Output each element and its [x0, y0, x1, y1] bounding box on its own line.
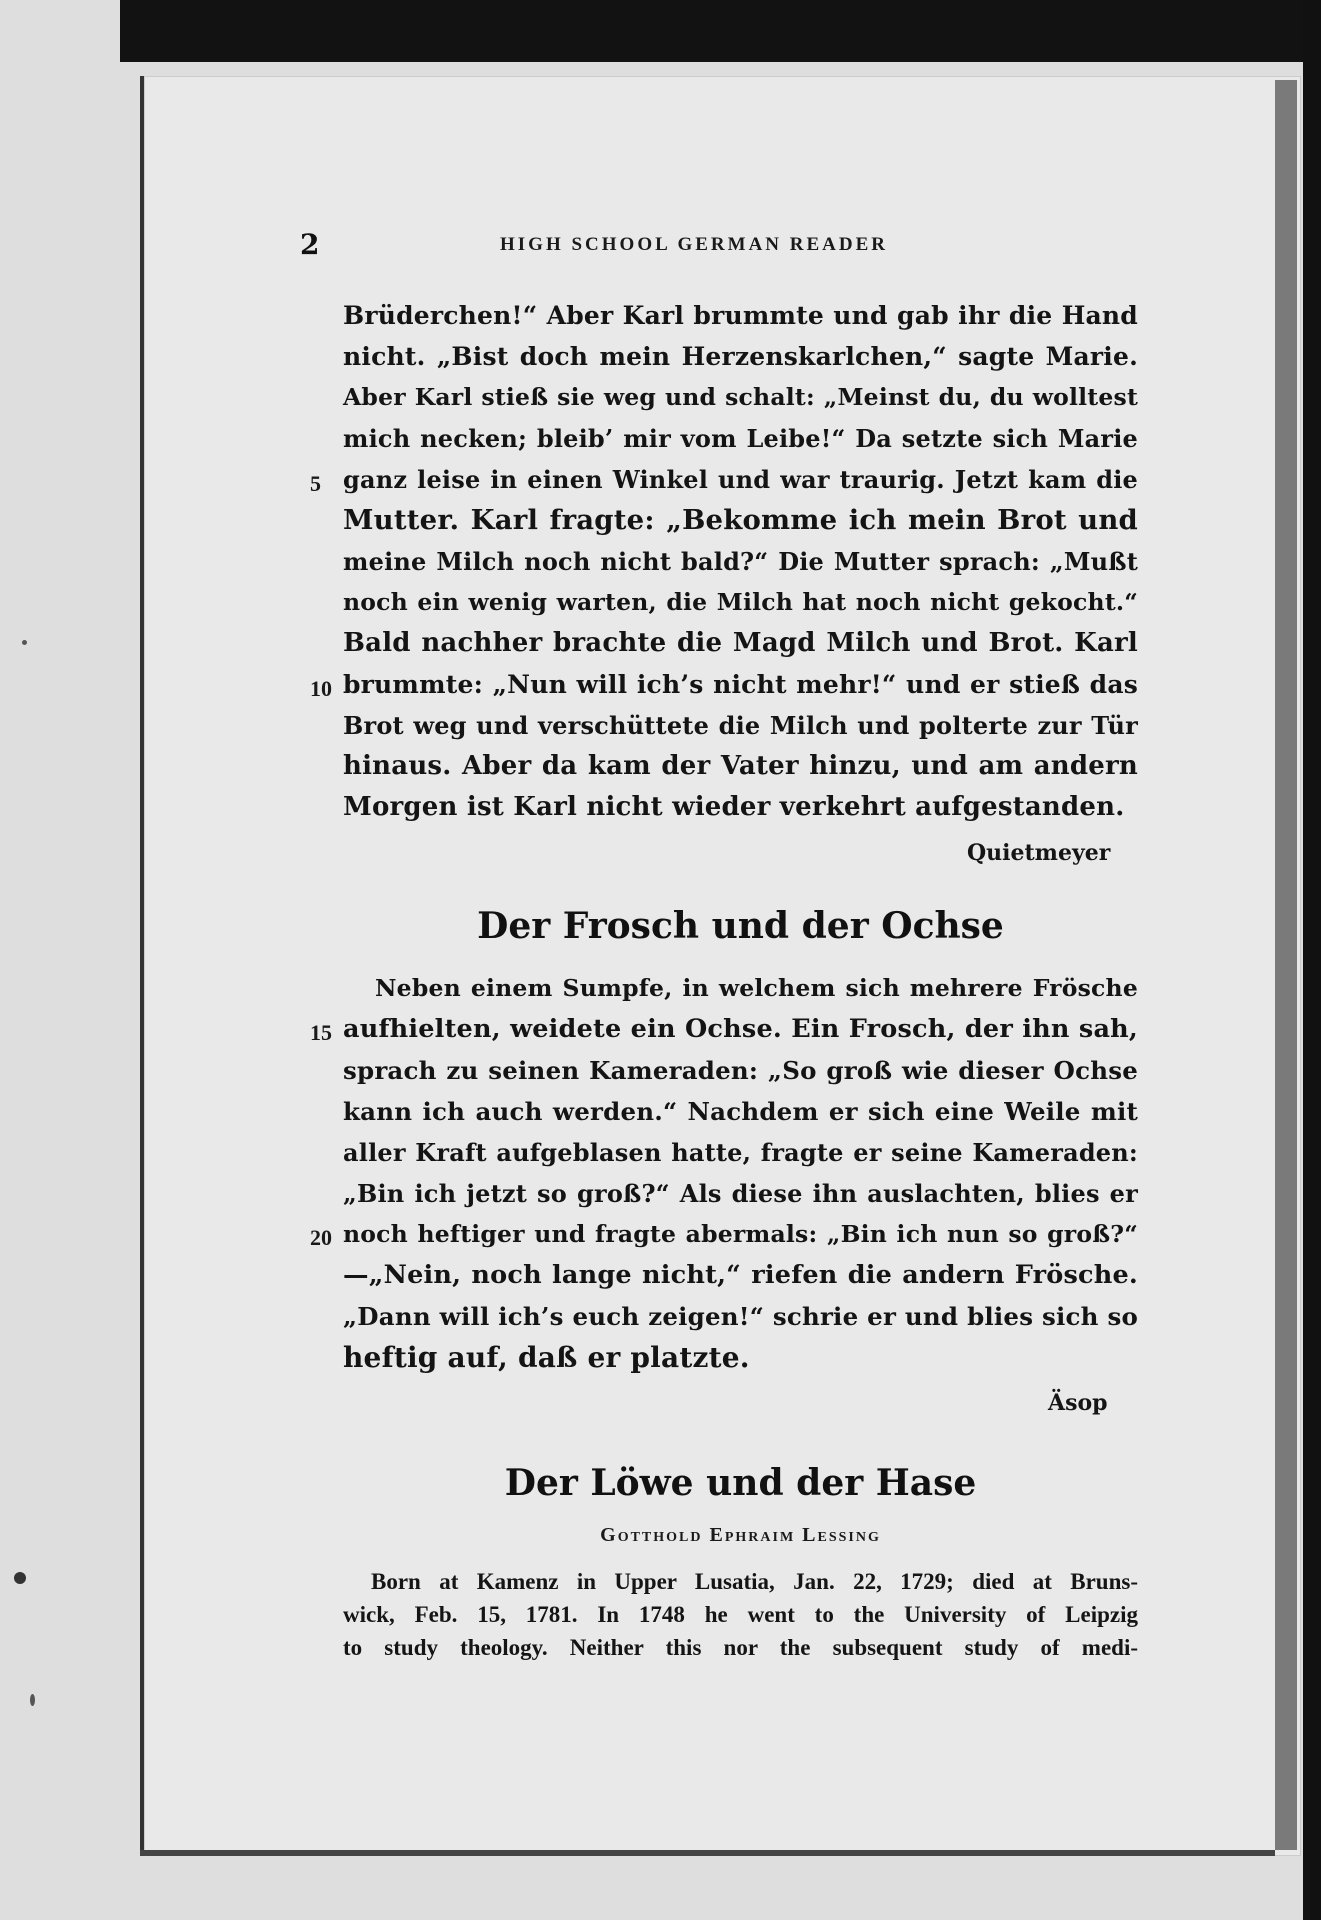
running-title: HIGH SCHOOL GERMAN READER: [500, 234, 889, 255]
page-number: 2: [300, 228, 320, 261]
scan-border-right: [1303, 0, 1321, 1920]
story1-text: [343, 295, 1138, 828]
line-number: 10: [310, 676, 332, 701]
line-number: 5: [310, 471, 321, 496]
text-line: meine Milch noch nicht bald?“ Die Mutter sprach: „Mußt: [343, 547, 1138, 576]
page-bottom-edge: [140, 1850, 1275, 1856]
text-line: aller Kraft aufgeblasen hatte, fragte er seine Kameraden:: [343, 1138, 1138, 1167]
text-line: heftig auf, daß er platzte.: [343, 1341, 750, 1374]
bio-line: wick, Feb. 15, 1781. In 1748 he went to the University of Leipzig: [343, 1602, 1138, 1627]
text-line: ganz leise in einen Winkel und war traurig. Jetzt kam die: [343, 465, 1138, 494]
line-number: 15: [310, 1020, 332, 1045]
page-edge-shadow: [1275, 80, 1297, 1850]
text-line: Brüderchen!“ Aber Karl brummte und gab ihr die Hand: [343, 301, 1138, 330]
story3-title: Der Löwe und der Hase: [504, 1462, 977, 1504]
author-name: Gotthold Ephraim Lessing: [600, 1524, 881, 1546]
text-line: Aber Karl stieß sie weg und schalt: „Meinst du, du wolltest: [343, 383, 1138, 411]
text-line: Bald nachher brachte die Magd Milch und Brot. Karl: [343, 628, 1138, 658]
text-line: mich necken; bleib’ mir vom Leibe!“ Da setzte sich Marie: [343, 424, 1138, 453]
text-line: Brot weg und verschüttete die Milch und polterte zur Tür: [343, 711, 1138, 740]
scan-speck: [14, 1572, 26, 1584]
author-bio: [343, 1565, 1138, 1664]
text-line: noch heftiger und fragte abermals: „Bin ich nun so groß?“: [343, 1220, 1138, 1248]
text-line: sprach zu seinen Kameraden: „So groß wie dieser Ochse: [343, 1056, 1138, 1085]
text-line: noch ein wenig warten, die Milch hat noch nicht gekocht.“: [343, 588, 1138, 616]
text-line: —„Nein, noch lange nicht,“ riefen die andern Frösche.: [343, 1260, 1138, 1290]
story2-title: Der Frosch und der Ochse: [477, 905, 1004, 947]
text-line: kann ich auch werden.“ Nachdem er sich eine Weile mit: [343, 1097, 1138, 1126]
text-line: aufhielten, weidete ein Ochse. Ein Frosch, der ihn sah,: [343, 1014, 1138, 1044]
text-line: brummte: „Nun will ich’s nicht mehr!“ und er stieß das: [343, 670, 1138, 699]
story2-attribution: Äsop: [1048, 1390, 1108, 1416]
story1-attribution: Quietmeyer: [967, 840, 1111, 866]
scan-border-top: [120, 0, 1321, 62]
text-line: „Bin ich jetzt so groß?“ Als diese ihn auslachten, blies er: [343, 1179, 1138, 1208]
scan-speck: [22, 640, 27, 645]
text-line: „Dann will ich’s euch zeigen!“ schrie er und blies sich so: [343, 1302, 1138, 1331]
text-line: Morgen ist Karl nicht wieder verkehrt aufgestanden.: [343, 792, 1125, 822]
text-line: hinaus. Aber da kam der Vater hinzu, und am andern: [343, 751, 1138, 781]
text-line: Neben einem Sumpfe, in welchem sich mehrere Frösche: [375, 974, 1138, 1002]
bio-line: to study theology. Neither this nor the subsequent study of medi-: [343, 1635, 1138, 1660]
text-line: Mutter. Karl fragte: „Bekomme ich mein Brot und: [343, 504, 1138, 536]
line-number: 20: [310, 1225, 332, 1250]
text-line: nicht. „Bist doch mein Herzenskarlchen,“ sagte Marie.: [343, 342, 1138, 371]
scan-speck: [30, 1694, 35, 1706]
story2-text: [343, 968, 1138, 1378]
bio-line: Born at Kamenz in Upper Lusatia, Jan. 22, 1729; died at Bruns-: [371, 1569, 1138, 1594]
